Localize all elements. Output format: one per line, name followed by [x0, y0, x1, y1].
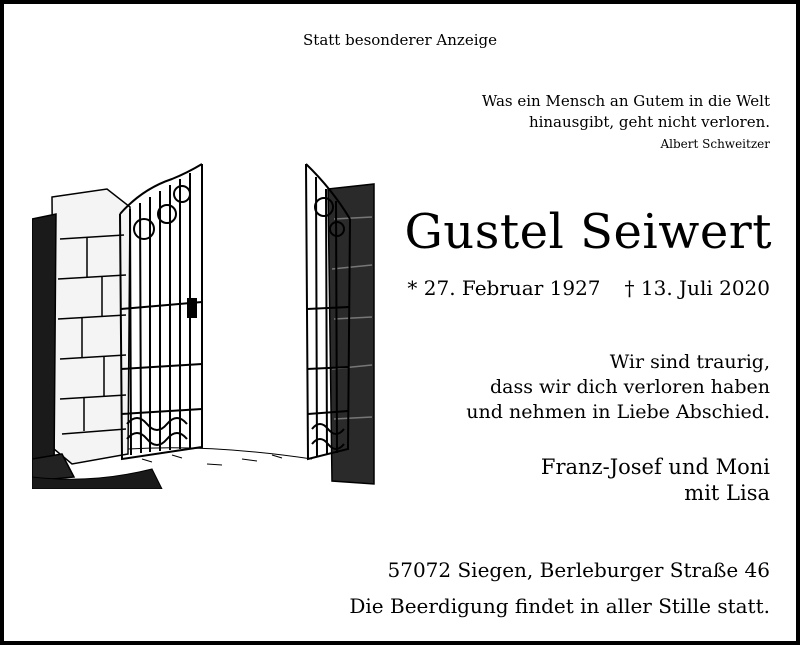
- gate-leaf-left: [120, 164, 202, 459]
- family-line-1: Franz-Josef und Moni: [540, 455, 770, 479]
- funeral-note: Die Beerdigung findet in aller Stille statt.: [349, 594, 770, 618]
- quote-line-2: hinausgibt, geht nicht verloren.: [528, 113, 770, 131]
- quote-line-1: Was ein Mensch an Gutem in die Welt: [481, 92, 770, 110]
- address: 57072 Siegen, Berleburger Straße 46: [387, 558, 770, 582]
- death-date: † 13. Juli 2020: [624, 276, 770, 300]
- message-line-2: dass wir dich verloren haben: [489, 376, 770, 398]
- message-line-1: Wir sind traurig,: [609, 351, 770, 373]
- stone-pillar-left: [32, 189, 130, 481]
- birth-date: * 27. Februar 1927: [407, 276, 601, 300]
- family-line-2: mit Lisa: [684, 481, 770, 505]
- quote-author: Albert Schweitzer: [660, 137, 770, 151]
- life-dates: [407, 276, 770, 300]
- stone-wall-right: [328, 184, 374, 484]
- header-text: Statt besonderer Anzeige: [303, 31, 497, 49]
- message-line-3: und nehmen in Liebe Abschied.: [466, 401, 770, 423]
- garden-gate-illustration: [32, 159, 376, 489]
- deceased-name: Gustel Seiwert: [404, 204, 772, 260]
